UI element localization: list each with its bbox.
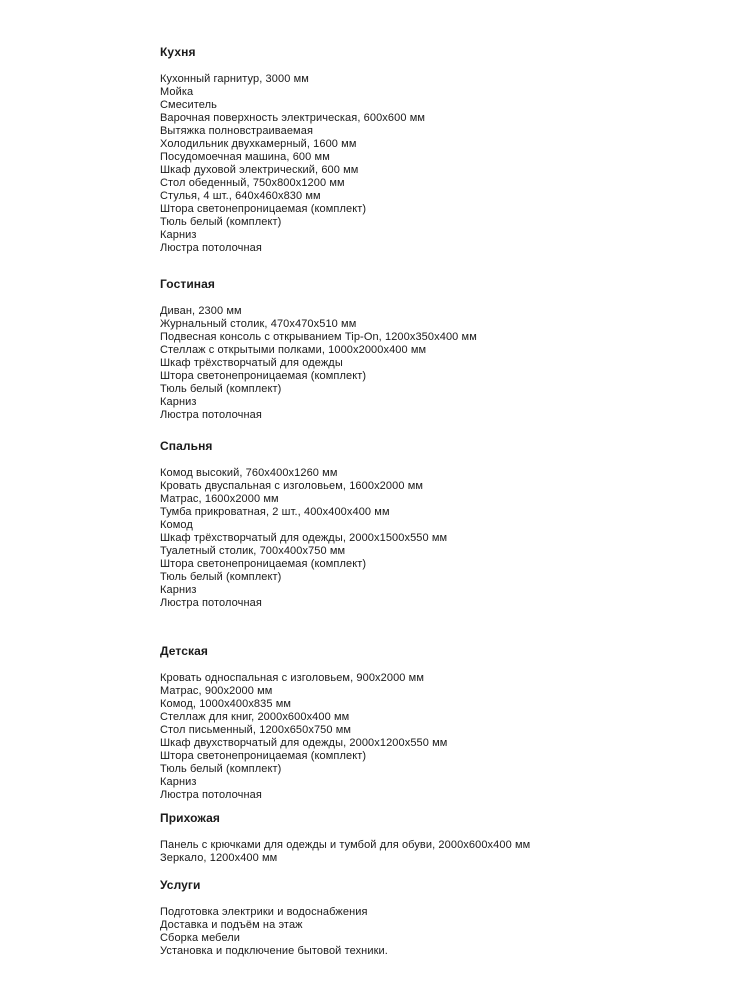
list-item: Подготовка электрики и водоснабжения bbox=[160, 906, 368, 918]
list-item: Кровать двуспальная с изголовьем, 1600х2000 мм bbox=[160, 480, 424, 492]
list-item: Панель с крючками для одежды и тумбой для обуви, 2000х600х400 мм bbox=[160, 839, 531, 851]
section-title-services: Услуги bbox=[160, 878, 201, 892]
section-title-bedroom: Спальня bbox=[160, 439, 213, 453]
list-item: Комод высокий, 760х400х1260 мм bbox=[160, 467, 338, 479]
list-item: Люстра потолочная bbox=[160, 242, 262, 254]
section-title-kids-room: Детская bbox=[160, 644, 208, 658]
list-item: Стол обеденный, 750х800х1200 мм bbox=[160, 177, 345, 189]
section-items bbox=[160, 467, 720, 610]
list-item: Доставка и подъём на этаж bbox=[160, 919, 303, 931]
list-item: Журнальный столик, 470х470х510 мм bbox=[160, 318, 357, 330]
list-item: Карниз bbox=[160, 396, 197, 408]
list-item: Люстра потолочная bbox=[160, 597, 262, 609]
list-item: Штора светонепроницаемая (комплект) bbox=[160, 370, 367, 382]
section-kids-room bbox=[160, 645, 720, 802]
list-item: Стулья, 4 шт., 640х460х830 мм bbox=[160, 190, 321, 202]
section-title-hallway: Прихожая bbox=[160, 811, 221, 825]
list-item: Шкаф духовой электрический, 600 мм bbox=[160, 164, 359, 176]
list-item: Вытяжка полновстраиваемая bbox=[160, 125, 313, 137]
list-item: Карниз bbox=[160, 584, 197, 596]
list-item: Штора светонепроницаемая (комплект) bbox=[160, 750, 367, 762]
list-item: Карниз bbox=[160, 776, 197, 788]
list-item: Тюль белый (комплект) bbox=[160, 383, 282, 395]
section-bedroom bbox=[160, 440, 720, 610]
list-item: Диван, 2300 мм bbox=[160, 305, 242, 317]
list-item: Посудомоечная машина, 600 мм bbox=[160, 151, 330, 163]
list-item: Сборка мебели bbox=[160, 932, 241, 944]
section-living-room bbox=[160, 278, 720, 422]
list-item: Карниз bbox=[160, 229, 197, 241]
list-item: Тюль белый (комплект) bbox=[160, 571, 282, 583]
section-title-living-room: Гостиная bbox=[160, 277, 216, 291]
list-item: Туалетный столик, 700х400х750 мм bbox=[160, 545, 346, 557]
list-item: Варочная поверхность электрическая, 600х600 мм bbox=[160, 112, 426, 124]
list-item: Штора светонепроницаемая (комплект) bbox=[160, 558, 367, 570]
list-item: Комод, 1000х400х835 мм bbox=[160, 698, 292, 710]
list-item: Комод bbox=[160, 519, 193, 531]
section-items bbox=[160, 839, 720, 865]
section-services bbox=[160, 879, 720, 958]
list-item: Подвесная консоль с открыванием Tip-On, 1200х350х400 мм bbox=[160, 331, 477, 343]
list-item: Стеллаж с открытыми полками, 1000х2000х400 мм bbox=[160, 344, 427, 356]
sections-list bbox=[160, 46, 720, 958]
list-item: Тюль белый (комплект) bbox=[160, 763, 282, 775]
list-item: Матрас, 900х2000 мм bbox=[160, 685, 273, 697]
list-item: Шкаф трёхстворчатый для одежды, 2000х1500х550 мм bbox=[160, 532, 448, 544]
list-item: Стол письменный, 1200х650х750 мм bbox=[160, 724, 352, 736]
section-kitchen bbox=[160, 46, 720, 255]
list-item: Шкаф двухстворчатый для одежды, 2000х1200х550 мм bbox=[160, 737, 448, 749]
section-items bbox=[160, 906, 720, 958]
list-item: Холодильник двухкамерный, 1600 мм bbox=[160, 138, 357, 150]
list-item: Кровать односпальная с изголовьем, 900х2000 мм bbox=[160, 672, 425, 684]
list-item: Тумба прикроватная, 2 шт., 400х400х400 мм bbox=[160, 506, 390, 518]
section-title-kitchen: Кухня bbox=[160, 45, 196, 59]
list-item: Люстра потолочная bbox=[160, 409, 262, 421]
section-hallway bbox=[160, 812, 720, 865]
list-item: Установка и подключение бытовой техники. bbox=[160, 945, 388, 957]
section-items bbox=[160, 73, 720, 255]
list-item: Шкаф трёхстворчатый для одежды bbox=[160, 357, 343, 369]
section-items bbox=[160, 305, 720, 422]
list-item: Мойка bbox=[160, 86, 194, 98]
list-item: Кухонный гарнитур, 3000 мм bbox=[160, 73, 309, 85]
list-item: Тюль белый (комплект) bbox=[160, 216, 282, 228]
list-item: Стеллаж для книг, 2000х600х400 мм bbox=[160, 711, 350, 723]
list-item: Смеситель bbox=[160, 99, 217, 111]
list-item: Зеркало, 1200х400 мм bbox=[160, 852, 278, 864]
list-item: Люстра потолочная bbox=[160, 789, 262, 801]
list-item: Матрас, 1600х2000 мм bbox=[160, 493, 279, 505]
section-items bbox=[160, 672, 720, 802]
list-item: Штора светонепроницаемая (комплект) bbox=[160, 203, 367, 215]
